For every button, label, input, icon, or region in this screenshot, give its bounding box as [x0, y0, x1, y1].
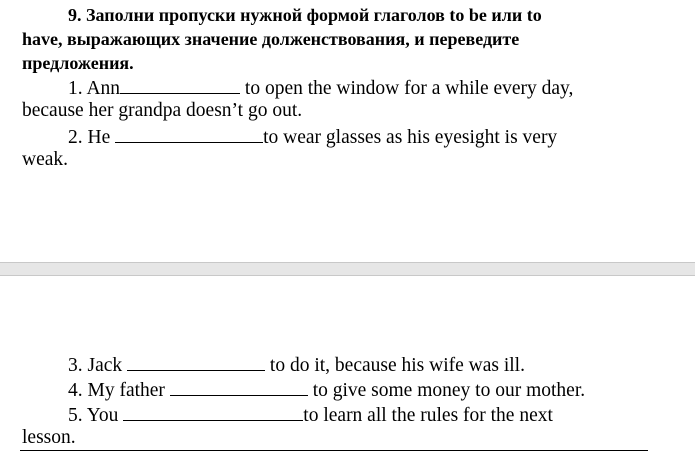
answer-blank[interactable]: [120, 75, 240, 94]
item-subject: He: [87, 127, 111, 148]
item-subject: Jack: [87, 355, 123, 376]
item-subject: Ann: [86, 78, 121, 99]
horizontal-rule: [20, 450, 648, 451]
item-text: to learn all the rules for the next: [303, 405, 553, 426]
item-number: 3.: [68, 355, 83, 376]
exercise-item-5: [68, 402, 553, 428]
exercise-item-4: [68, 377, 585, 403]
exercise-item-2-continuation: weak.: [22, 149, 69, 170]
exercise-item-1: [68, 75, 573, 101]
answer-blank[interactable]: [115, 124, 263, 143]
exercise-item-5-continuation: lesson.: [22, 427, 76, 448]
item-number: 2.: [68, 127, 83, 148]
item-text: to do it, because his wife was ill.: [265, 355, 525, 376]
exercise-heading-line-2: have, выражающих значение долженствования, и переведите: [22, 29, 520, 49]
exercise-item-3: [68, 352, 525, 378]
answer-blank[interactable]: [170, 377, 308, 396]
exercise-item-1-continuation: because her grandpa doesn’t go out.: [22, 100, 303, 121]
exercise-heading-line-3: предложения.: [22, 53, 134, 73]
item-text: to open the window for a while every day,: [240, 78, 574, 99]
answer-blank[interactable]: [123, 402, 303, 421]
item-number: 4.: [68, 380, 83, 401]
item-subject: My father: [87, 380, 165, 401]
exercise-item-2: [68, 124, 557, 150]
answer-blank[interactable]: [127, 352, 265, 371]
item-text: to give some money to our mother.: [307, 380, 586, 401]
item-number: 1.: [68, 78, 83, 99]
item-number: 5.: [68, 405, 83, 426]
exercise-heading-line-1: 9. Заполни пропуски нужной формой глаголов to be или to: [68, 5, 542, 25]
item-subject: You: [86, 405, 119, 426]
page-break-gap: [0, 262, 695, 276]
item-text: to wear glasses as his eyesight is very: [263, 127, 558, 148]
document-page-bottom: [0, 276, 695, 454]
